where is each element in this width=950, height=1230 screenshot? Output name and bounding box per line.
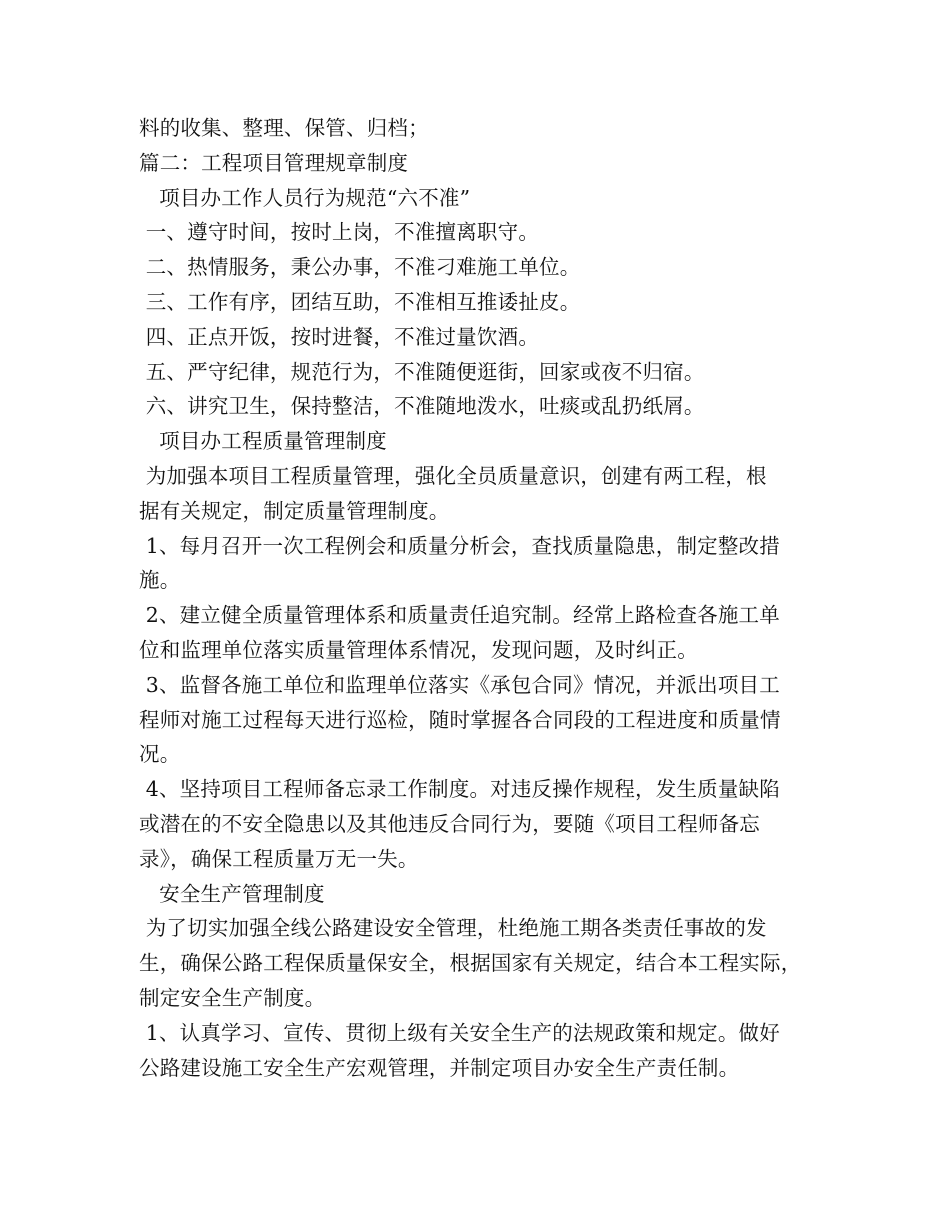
text-line: 为加强本项目工程质量管理，强化全员质量意识，创建有两工程，根 <box>139 463 767 488</box>
text-line: 2、建立健全质量管理体系和质量责任追究制。经常上路检查各施工单 <box>139 603 780 628</box>
subsection-heading: 项目办工程质量管理制度 <box>139 429 387 454</box>
subsection-heading: 安全生产管理制度 <box>139 881 325 906</box>
section-title: 篇二：工程项目管理规章制度 <box>139 150 409 175</box>
text-line: 据有关规定，制定质量管理制度。 <box>139 498 450 523</box>
text-line: 为了切实加强全线公路建设安全管理，杜绝施工期各类责任事故的发 <box>139 916 767 941</box>
rule-item: 六、讲究卫生，保持整洁，不准随地泼水，吐痰或乱扔纸屑。 <box>139 394 705 419</box>
text-line: 程师对施工过程每天进行巡检，随时掌握各合同段的工程进度和质量情 <box>139 707 781 732</box>
document-body <box>139 111 819 1085</box>
rule-item: 五、严守纪律，规范行为，不准随便逛街，回家或夜不归宿。 <box>139 359 705 384</box>
text-line: 料的收集、整理、保管、归档； <box>139 116 429 140</box>
text-line: 1、每月召开一次工程例会和质量分析会，查找质量隐患，制定整改措 <box>139 533 780 558</box>
text-line: 录》，确保工程质量万无一失。 <box>139 846 419 871</box>
text-line: 位和监理单位落实质量管理体系情况，发现问题，及时纠正。 <box>139 637 698 662</box>
text-line: 或潜在的不安全隐患以及其他违反合同行为，要随《项目工程师备忘 <box>139 811 760 836</box>
text-line: 施。 <box>139 568 181 593</box>
text-line: 制定安全生产制度。 <box>139 985 326 1010</box>
text-line: 3、监督各施工单位和监理单位落实《承包合同》情况，并派出项目工 <box>139 672 780 697</box>
text-line: 况。 <box>139 742 181 767</box>
rule-item: 三、工作有序，团结互助，不准相互推诿扯皮。 <box>139 289 581 314</box>
rule-item: 二、热情服务，秉公办事，不准刁难施工单位。 <box>139 255 581 280</box>
subsection-heading: 项目办工作人员行为规范“六不准” <box>139 185 471 210</box>
text-line: 4、坚持项目工程师备忘录工作制度。对违反操作规程，发生质量缺陷 <box>139 777 780 802</box>
rule-item: 四、正点开饭，按时进餐，不准过量饮酒。 <box>139 324 540 349</box>
text-line: 公路建设施工安全生产宏观管理，并制定项目办安全生产责任制。 <box>139 1055 740 1080</box>
rule-item: 一、遵守时间，按时上岗，不准擅离职守。 <box>139 220 540 245</box>
text-line: 生，确保公路工程保质量保安全，根据国家有关规定，结合本工程实际， <box>139 951 802 976</box>
text-line: 1、认真学习、宣传、贯彻上级有关安全生产的法规政策和规定。做好 <box>139 1020 780 1045</box>
